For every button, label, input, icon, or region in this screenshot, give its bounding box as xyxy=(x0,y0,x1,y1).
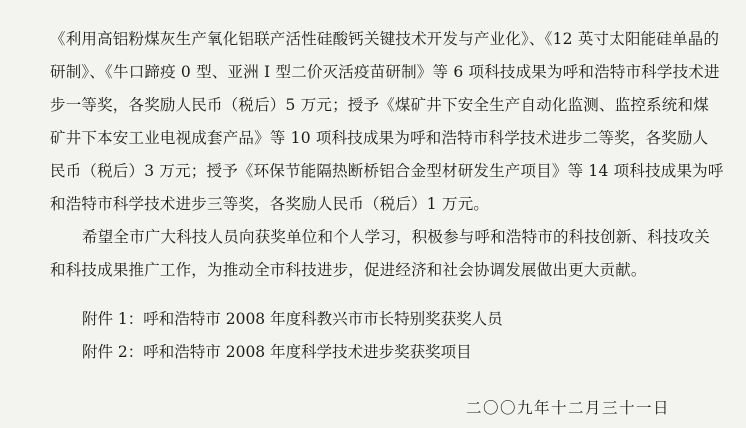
attachment-item: 附件 2：呼和浩特市 2008 年度科学技术进步奖获奖项目 xyxy=(82,343,472,361)
paragraph-line: 民币（税后）3 万元；授予《环保节能隔热断桥铝合金型材研发生产项目》等 14 项科技成果为呼 xyxy=(50,162,724,180)
paragraph-line: 研制》、《牛口蹄疫 0 型、亚洲 I 型二价灭活疫苗研制》等 6 项科技成果为呼和浩特市科学技术进 xyxy=(50,63,720,81)
document-date: 二〇〇九年十二月三十一日 xyxy=(466,399,671,417)
paragraph-line: 和浩特市科学技术进步三等奖，各奖励人民币（税后）1 万元。 xyxy=(50,195,490,213)
paragraph-line: 矿井下本安工业电视成套产品》等 10 项科技成果为呼和浩特市科学技术进步二等奖，各奖励人 xyxy=(50,129,709,147)
paragraph-line: 步一等奖，各奖励人民币（税后）5 万元；授予《煤矿井下安全生产自动化监测、监控系统和煤 xyxy=(50,96,709,114)
attachment-item: 附件 1：呼和浩特市 2008 年度科教兴市市长特别奖获奖人员 xyxy=(82,310,503,328)
paragraph-line: 和科技成果推广工作，为推动全市科技进步，促进经济和社会协调发展做出更大贡献。 xyxy=(50,261,647,279)
paragraph-line: 希望全市广大科技人员向获奖单位和个人学习，积极参与呼和浩特市的科技创新、科技攻关 xyxy=(82,228,711,246)
paragraph-line: 《利用高铝粉煤灰生产氧化铝联产活性硅酸钙关键技术开发与产业化》、《12 英寸太阳能硅单晶的 xyxy=(50,30,720,48)
